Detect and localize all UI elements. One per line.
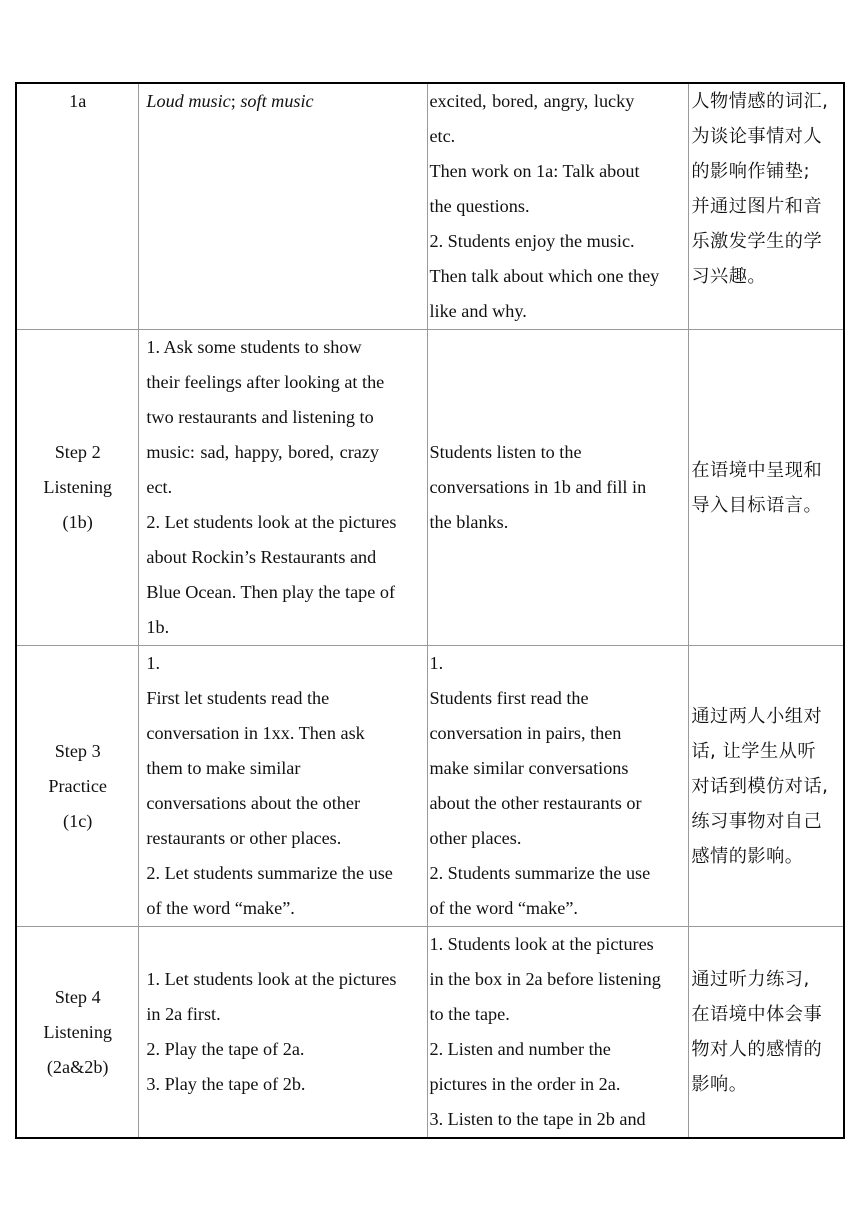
teacher-activity-line: Loud music; soft music	[146, 91, 314, 111]
student-activity-line: the questions.	[429, 196, 530, 216]
student-activity-line: of the word “make”.	[429, 898, 578, 918]
purpose-line: 的影响作铺垫;	[691, 161, 811, 182]
purpose-line: 练习事物对自己	[691, 810, 823, 832]
teacher-activity-line: 2. Let students summarize the use	[146, 863, 393, 883]
teacher-activity-line: 1b.	[146, 617, 170, 637]
purpose-cell	[689, 927, 844, 1139]
table-row	[16, 646, 844, 927]
student-activity-cell	[428, 330, 689, 646]
table-row	[16, 83, 844, 330]
student-activity-line: Then work on 1a: Talk about	[429, 161, 640, 181]
student-activity-line: Then talk about which one they	[429, 266, 660, 286]
student-activity-line: excited, bored, angry, lucky	[429, 91, 635, 111]
student-activity-line: Students listen to the	[429, 442, 582, 462]
table-row	[16, 927, 844, 1139]
student-activity-line: pictures in the order in 2a.	[429, 1074, 621, 1094]
purpose-line: 导入目标语言。	[691, 494, 823, 516]
student-activity-line: 1. Students look at the pictures	[429, 934, 654, 954]
purpose-cell	[689, 83, 844, 330]
teacher-activity-line: First let students read the	[146, 688, 330, 708]
purpose-line: 在语境中体会事	[691, 1004, 823, 1025]
purpose-line: 习兴趣。	[691, 266, 767, 287]
student-activity-cell	[428, 927, 689, 1139]
student-activity-line: other places.	[429, 828, 522, 848]
purpose-line: 在语境中呈现和	[691, 459, 823, 481]
purpose-cell	[689, 330, 844, 646]
purpose-line: 通过两人小组对	[691, 705, 823, 727]
step-label: Step 2	[54, 442, 101, 462]
purpose-line: 对话到模仿对话,	[691, 775, 829, 797]
teacher-activity-line: two restaurants and listening to	[146, 407, 374, 427]
teacher-activity-line: conversation in 1xx. Then ask	[146, 723, 365, 743]
teacher-activity-cell	[139, 83, 428, 330]
table-row	[16, 330, 844, 646]
teacher-activity-line: 1.	[146, 653, 161, 673]
purpose-line: 乐激发学生的学	[691, 231, 823, 252]
purpose-line: 影响。	[691, 1074, 748, 1095]
teacher-activity-line: restaurants or other places.	[146, 828, 342, 848]
student-activity-line: about the other restaurants or	[429, 793, 642, 813]
student-activity-line: 2. Students enjoy the music.	[429, 231, 635, 251]
student-activity-line: conversation in pairs, then	[429, 723, 622, 743]
step-label: (2a&2b)	[46, 1056, 109, 1077]
purpose-line: 为谈论事情对人	[691, 126, 823, 147]
student-activity-line: 2. Students summarize the use	[429, 863, 651, 883]
step-cell	[16, 646, 139, 927]
student-activity-line: 3. Listen to the tape in 2b and	[429, 1109, 646, 1129]
teacher-activity-line: 1. Let students look at the pictures	[146, 969, 397, 989]
purpose-line: 感情的影响。	[691, 845, 804, 867]
teacher-activity-line: ect.	[146, 477, 173, 497]
teacher-activity-line: 1. Ask some students to show	[146, 337, 362, 357]
purpose-cell	[689, 646, 844, 927]
teacher-activity-line: in 2a first.	[146, 1004, 221, 1024]
student-activity-line: 2. Listen and number the	[429, 1039, 611, 1059]
teacher-activity-line: conversations about the other	[146, 793, 361, 813]
step-label: (1b)	[62, 512, 93, 532]
step-label: Listening	[43, 1021, 113, 1042]
step-label: Step 3	[54, 740, 101, 761]
student-activity-line: conversations in 1b and fill in	[429, 477, 647, 497]
teacher-activity-line: music: sad, happy, bored, crazy	[146, 442, 379, 462]
teacher-activity-line: of the word “make”.	[146, 898, 295, 918]
step-label: Listening	[43, 477, 113, 497]
teacher-activity-cell	[139, 927, 428, 1139]
purpose-line: 人物情感的词汇,	[691, 91, 829, 112]
student-activity-line: like and why.	[429, 301, 527, 321]
step-cell	[16, 927, 139, 1139]
purpose-line: 通过听力练习,	[691, 969, 810, 990]
student-activity-line: to the tape.	[429, 1004, 510, 1024]
step-label: 1a	[69, 91, 87, 111]
step-label: Practice	[48, 775, 107, 796]
teacher-activity-cell	[139, 646, 428, 927]
student-activity-line: etc.	[429, 126, 456, 146]
teacher-activity-line: about Rockin’s Restaurants and	[146, 547, 377, 567]
step-label: (1c)	[63, 810, 93, 831]
teacher-activity-line: 3. Play the tape of 2b.	[146, 1074, 306, 1094]
teacher-activity-line: Blue Ocean. Then play the tape of	[146, 582, 396, 602]
teacher-activity-line: 2. Let students look at the pictures	[146, 512, 397, 532]
purpose-line: 并通过图片和音	[691, 196, 823, 217]
student-activity-line: the blanks.	[429, 512, 509, 532]
step-label: Step 4	[54, 986, 101, 1007]
teacher-activity-line: their feelings after looking at the	[146, 372, 385, 392]
student-activity-cell	[428, 646, 689, 927]
purpose-line: 物对人的感情的	[691, 1039, 823, 1060]
student-activity-cell	[428, 83, 689, 330]
student-activity-line: 1.	[429, 653, 444, 673]
teacher-activity-cell	[139, 330, 428, 646]
step-cell	[16, 83, 139, 330]
purpose-line: 话, 让学生从听	[691, 740, 817, 762]
lesson-plan-table	[15, 82, 845, 1139]
teacher-activity-line: 2. Play the tape of 2a.	[146, 1039, 305, 1059]
student-activity-line: in the box in 2a before listening	[429, 969, 661, 989]
teacher-activity-line: them to make similar	[146, 758, 301, 778]
student-activity-line: make similar conversations	[429, 758, 629, 778]
student-activity-line: Students first read the	[429, 688, 589, 708]
step-cell	[16, 330, 139, 646]
